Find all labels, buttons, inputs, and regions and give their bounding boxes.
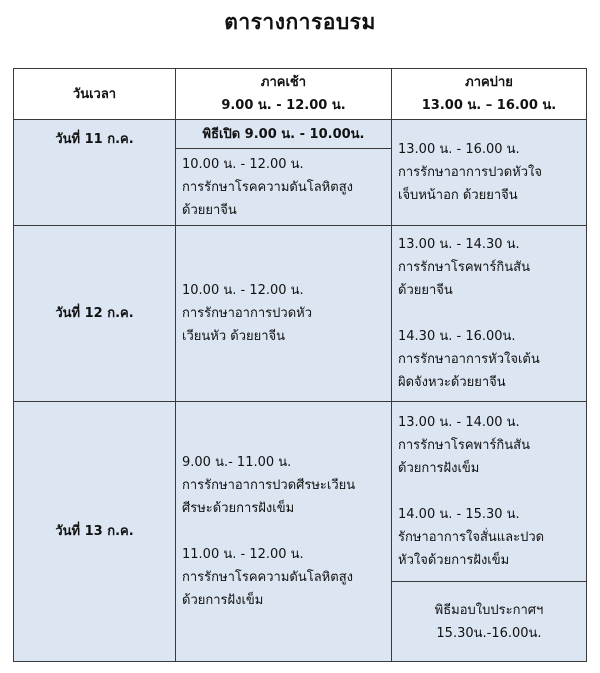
header-afternoon-label: ภาคบ่าย [465,75,513,90]
header-morning [176,69,392,120]
header-morning-time: 9.00 น. - 12.00 น. [221,98,346,113]
header-afternoon-time: 13.00 น. – 16.00 น. [421,98,557,113]
day1-date: วันที่ 11 ก.ค. [14,120,176,226]
page-title: ตารางการอบรม [224,10,376,34]
day3-closing: พิธีมอบใบประกาศฯ 15.30น.-16.00น. [392,582,587,662]
day3-row-a [14,402,587,582]
header-morning-label: ภาคเช้า [260,75,307,90]
header-afternoon [392,69,587,120]
day1-opening: พิธีเปิด 9.00 น. - 10.00น. [176,120,392,149]
day1-row-a [14,120,587,149]
training-schedule-table [13,68,587,662]
day2-afternoon: 13.00 น. - 14.30 น. การรักษาโรคพาร์กินสัน ด้วยยาจีน 14.30 น. - 16.00น. การรักษาอาการหัวใจเต้น ผิดจังหวะด้วยยาจีน [392,226,587,402]
day2-morning: 10.00 น. - 12.00 น. การรักษาอาการปวดหัว เวียนหัว ด้วยยาจีน [176,226,392,402]
day1-morning: 10.00 น. - 12.00 น. การรักษาโรคความดันโลหิตสูง ด้วยยาจีน [176,149,392,226]
day2-date: วันที่ 12 ก.ค. [14,226,176,402]
day3-afternoon: 13.00 น. - 14.00 น. การรักษาโรคพาร์กินสัน ด้วยการฝังเข็ม 14.00 น. - 15.30 น. รักษาอาการใจสั่นและปวด หัวใจด้วยการฝังเข็ม [392,402,587,582]
header-date: วันเวลา [14,69,176,120]
day3-date: วันที่ 13 ก.ค. [14,402,176,662]
header-row [14,69,587,120]
day1-afternoon: 13.00 น. - 16.00 น. การรักษาอาการปวดหัวใจ เจ็บหน้าอก ด้วยยาจีน [392,120,587,226]
day2-row [14,226,587,402]
day3-morning: 9.00 น.- 11.00 น. การรักษาอาการปวดศีรษะเวียน ศีรษะด้วยการฝังเข็ม 11.00 น. - 12.00 น. การรักษาโรคความดันโลหิตสูง ด้วยการฝังเข็ม [176,402,392,662]
